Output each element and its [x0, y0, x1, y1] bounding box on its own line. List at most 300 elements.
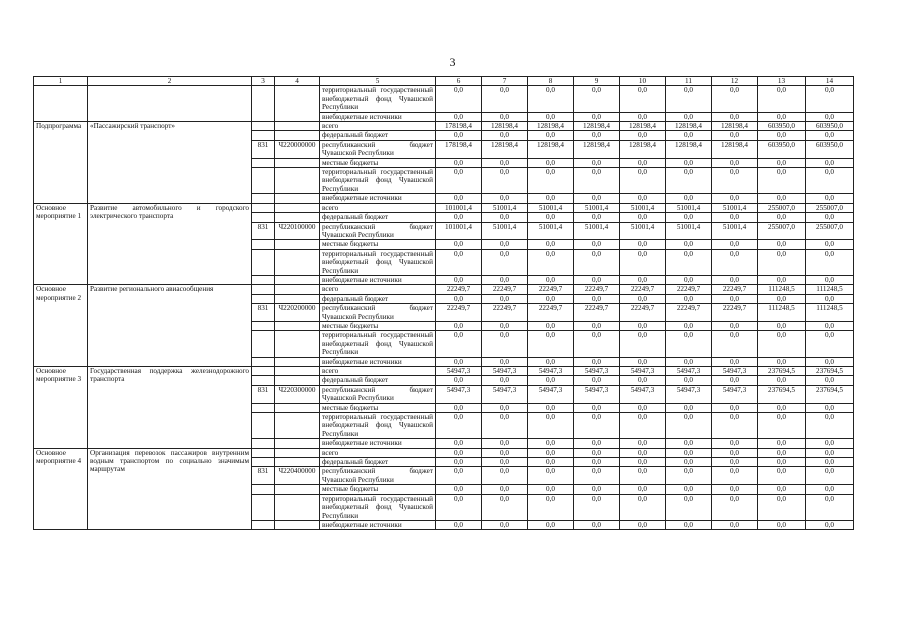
value-cell: 0,0 [758, 294, 806, 303]
value-cell: 178198,4 [436, 140, 482, 158]
csr-cell [275, 194, 320, 203]
value-cell: 51001,4 [482, 222, 528, 240]
funding-source: внебюджетные источники [320, 439, 436, 448]
value-cell: 0,0 [758, 376, 806, 385]
value-cell: 0,0 [482, 376, 528, 385]
value-cell: 0,0 [666, 439, 712, 448]
value-cell: 128198,4 [482, 140, 528, 158]
value-cell: 0,0 [620, 448, 666, 457]
value-cell: 0,0 [712, 294, 758, 303]
value-cell: 0,0 [712, 413, 758, 439]
value-cell: 0,0 [436, 494, 482, 520]
value-cell: 0,0 [574, 439, 620, 448]
grbs-cell [252, 294, 275, 303]
value-cell: 0,0 [482, 458, 528, 467]
funding-source: федеральный бюджет [320, 376, 436, 385]
value-cell: 0,0 [806, 321, 854, 330]
csr-cell [275, 240, 320, 249]
value-cell: 0,0 [666, 467, 712, 485]
value-cell: 0,0 [574, 458, 620, 467]
value-cell: 51001,4 [712, 203, 758, 212]
funding-source: территориальный государственный внебюджетный фонд Чувашской Республики [320, 249, 436, 275]
value-cell: 0,0 [758, 448, 806, 457]
value-cell: 0,0 [806, 194, 854, 203]
value-cell: 22249,7 [482, 285, 528, 294]
funding-source: территориальный государственный внебюджетный фонд Чувашской Республики [320, 168, 436, 194]
value-cell: 0,0 [806, 467, 854, 485]
block-name: Государственная поддержка железнодорожного транспорта [88, 367, 252, 449]
csr-cell [275, 122, 320, 131]
grbs-cell [252, 367, 275, 376]
value-cell: 22249,7 [666, 285, 712, 294]
value-cell: 0,0 [482, 494, 528, 520]
value-cell: 0,0 [436, 485, 482, 494]
funding-source: республиканский бюджет Чувашской Республики [320, 385, 436, 403]
value-cell: 0,0 [574, 213, 620, 222]
value-cell: 0,0 [528, 357, 574, 366]
value-cell: 54947,3 [482, 385, 528, 403]
value-cell: 0,0 [666, 275, 712, 284]
value-cell: 22249,7 [666, 304, 712, 322]
value-cell: 0,0 [620, 321, 666, 330]
funding-source: всего [320, 122, 436, 131]
block-label: Основное мероприятие 1 [34, 203, 88, 285]
value-cell: 0,0 [528, 112, 574, 121]
value-cell: 22249,7 [620, 304, 666, 322]
value-cell: 0,0 [574, 467, 620, 485]
value-cell: 0,0 [574, 240, 620, 249]
value-cell: 0,0 [806, 376, 854, 385]
grbs-cell [252, 357, 275, 366]
csr-cell: Ч220100000 [275, 222, 320, 240]
funding-source: местные бюджеты [320, 485, 436, 494]
value-cell: 0,0 [666, 448, 712, 457]
value-cell: 0,0 [574, 376, 620, 385]
value-cell: 0,0 [436, 520, 482, 529]
value-cell: 0,0 [666, 458, 712, 467]
value-cell: 22249,7 [436, 285, 482, 294]
value-cell: 54947,3 [574, 367, 620, 376]
table-row [34, 203, 854, 212]
value-cell: 0,0 [620, 331, 666, 357]
value-cell: 0,0 [806, 357, 854, 366]
value-cell: 0,0 [806, 249, 854, 275]
value-cell: 0,0 [712, 485, 758, 494]
value-cell: 0,0 [666, 240, 712, 249]
funding-source: внебюджетные источники [320, 275, 436, 284]
value-cell: 22249,7 [712, 285, 758, 294]
value-cell: 22249,7 [528, 285, 574, 294]
value-cell: 54947,3 [666, 385, 712, 403]
value-cell: 0,0 [758, 403, 806, 412]
value-cell: 0,0 [758, 520, 806, 529]
value-cell: 0,0 [806, 240, 854, 249]
column-header: 10 [620, 77, 666, 86]
value-cell: 0,0 [528, 249, 574, 275]
value-cell: 0,0 [528, 158, 574, 167]
value-cell: 0,0 [482, 485, 528, 494]
value-cell: 0,0 [574, 357, 620, 366]
block-label: Основное мероприятие 2 [34, 285, 88, 367]
value-cell: 0,0 [528, 494, 574, 520]
value-cell: 0,0 [574, 331, 620, 357]
value-cell: 0,0 [574, 86, 620, 112]
block-label: Основное мероприятие 4 [34, 448, 88, 530]
column-header: 5 [320, 77, 436, 86]
value-cell: 0,0 [806, 331, 854, 357]
value-cell: 0,0 [758, 213, 806, 222]
funding-source: всего [320, 367, 436, 376]
value-cell: 128198,4 [482, 122, 528, 131]
value-cell: 0,0 [436, 168, 482, 194]
value-cell: 0,0 [574, 321, 620, 330]
value-cell: 0,0 [528, 321, 574, 330]
table-row [34, 285, 854, 294]
csr-cell: Ч220200000 [275, 304, 320, 322]
value-cell: 0,0 [620, 249, 666, 275]
value-cell: 0,0 [758, 439, 806, 448]
csr-cell [275, 367, 320, 376]
funding-source: территориальный государственный внебюджетный фонд Чувашской Республики [320, 86, 436, 112]
funding-source: федеральный бюджет [320, 131, 436, 140]
funding-source: всего [320, 448, 436, 457]
value-cell: 255007,0 [806, 222, 854, 240]
value-cell: 54947,3 [666, 367, 712, 376]
value-cell: 0,0 [482, 294, 528, 303]
value-cell: 0,0 [712, 249, 758, 275]
value-cell: 0,0 [436, 240, 482, 249]
value-cell: 0,0 [482, 467, 528, 485]
value-cell: 51001,4 [712, 222, 758, 240]
value-cell: 0,0 [666, 294, 712, 303]
csr-cell [275, 285, 320, 294]
funding-source: внебюджетные источники [320, 112, 436, 121]
column-header: 11 [666, 77, 712, 86]
value-cell: 0,0 [528, 448, 574, 457]
value-cell: 0,0 [574, 403, 620, 412]
csr-cell [275, 357, 320, 366]
block-name: Организация перевозок пассажиров внутренним водным транспортом по социально значимым маршрутам [88, 448, 252, 530]
value-cell: 0,0 [806, 485, 854, 494]
csr-cell [275, 294, 320, 303]
value-cell: 0,0 [620, 294, 666, 303]
column-header: 3 [252, 77, 275, 86]
value-cell: 54947,3 [528, 385, 574, 403]
value-cell: 0,0 [620, 467, 666, 485]
value-cell: 0,0 [712, 448, 758, 457]
value-cell: 22249,7 [436, 304, 482, 322]
csr-cell [275, 321, 320, 330]
csr-cell [275, 168, 320, 194]
value-cell: 54947,3 [712, 367, 758, 376]
value-cell: 54947,3 [574, 385, 620, 403]
block-name [88, 86, 252, 122]
csr-cell [275, 485, 320, 494]
value-cell: 0,0 [758, 240, 806, 249]
value-cell: 51001,4 [574, 222, 620, 240]
value-cell: 0,0 [482, 275, 528, 284]
value-cell: 22249,7 [574, 304, 620, 322]
grbs-cell [252, 285, 275, 294]
value-cell: 22249,7 [528, 304, 574, 322]
csr-cell: Ч220300000 [275, 385, 320, 403]
value-cell: 51001,4 [666, 222, 712, 240]
funding-source: внебюджетные источники [320, 520, 436, 529]
value-cell: 0,0 [574, 194, 620, 203]
value-cell: 0,0 [712, 331, 758, 357]
value-cell: 51001,4 [620, 203, 666, 212]
value-cell: 0,0 [712, 86, 758, 112]
value-cell: 0,0 [758, 357, 806, 366]
value-cell: 0,0 [712, 321, 758, 330]
value-cell: 0,0 [574, 520, 620, 529]
value-cell: 0,0 [620, 240, 666, 249]
value-cell: 0,0 [436, 331, 482, 357]
value-cell: 0,0 [528, 520, 574, 529]
value-cell: 0,0 [758, 331, 806, 357]
column-header: 13 [758, 77, 806, 86]
value-cell: 0,0 [758, 485, 806, 494]
value-cell: 51001,4 [528, 222, 574, 240]
value-cell: 0,0 [806, 294, 854, 303]
value-cell: 0,0 [436, 376, 482, 385]
value-cell: 0,0 [528, 467, 574, 485]
value-cell: 255007,0 [758, 203, 806, 212]
value-cell: 0,0 [666, 485, 712, 494]
value-cell: 0,0 [758, 168, 806, 194]
table-row [34, 86, 854, 112]
value-cell: 0,0 [482, 249, 528, 275]
value-cell: 0,0 [436, 357, 482, 366]
value-cell: 0,0 [482, 213, 528, 222]
value-cell: 101001,4 [436, 222, 482, 240]
table-row [34, 367, 854, 376]
block-name: Развитие автомобильного и городского электрического транспорта [88, 203, 252, 285]
value-cell: 0,0 [758, 467, 806, 485]
value-cell: 0,0 [712, 131, 758, 140]
funding-source: территориальный государственный внебюджетный фонд Чувашской Республики [320, 331, 436, 357]
value-cell: 0,0 [528, 294, 574, 303]
value-cell: 51001,4 [528, 203, 574, 212]
value-cell: 0,0 [712, 357, 758, 366]
value-cell: 0,0 [574, 158, 620, 167]
block-label: Основное мероприятие 3 [34, 367, 88, 449]
value-cell: 0,0 [758, 112, 806, 121]
value-cell: 0,0 [574, 413, 620, 439]
value-cell: 0,0 [436, 249, 482, 275]
value-cell: 0,0 [574, 249, 620, 275]
value-cell: 22249,7 [574, 285, 620, 294]
grbs-cell [252, 485, 275, 494]
value-cell: 0,0 [712, 213, 758, 222]
value-cell: 0,0 [620, 131, 666, 140]
value-cell: 0,0 [528, 331, 574, 357]
value-cell: 603950,0 [758, 140, 806, 158]
value-cell: 0,0 [758, 158, 806, 167]
value-cell: 0,0 [806, 458, 854, 467]
value-cell: 0,0 [620, 168, 666, 194]
csr-cell: Ч220000000 [275, 140, 320, 158]
block-name: Развитие регионального авиасообщения [88, 285, 252, 367]
value-cell: 0,0 [806, 439, 854, 448]
value-cell: 54947,3 [528, 367, 574, 376]
value-cell: 0,0 [436, 467, 482, 485]
value-cell: 0,0 [666, 494, 712, 520]
value-cell: 0,0 [620, 158, 666, 167]
value-cell: 0,0 [758, 413, 806, 439]
value-cell: 0,0 [574, 294, 620, 303]
funding-source: республиканский бюджет Чувашской Республики [320, 304, 436, 322]
value-cell: 0,0 [712, 520, 758, 529]
value-cell: 0,0 [666, 86, 712, 112]
value-cell: 128198,4 [574, 140, 620, 158]
value-cell: 0,0 [712, 194, 758, 203]
value-cell: 0,0 [436, 275, 482, 284]
grbs-cell [252, 275, 275, 284]
value-cell: 0,0 [620, 376, 666, 385]
value-cell: 0,0 [666, 249, 712, 275]
block-label [34, 86, 88, 122]
value-cell: 0,0 [620, 213, 666, 222]
funding-source: республиканский бюджет Чувашской Республики [320, 140, 436, 158]
value-cell: 0,0 [528, 240, 574, 249]
grbs-cell: 831 [252, 385, 275, 403]
value-cell: 0,0 [712, 158, 758, 167]
grbs-cell [252, 203, 275, 212]
grbs-cell [252, 376, 275, 385]
value-cell: 0,0 [666, 131, 712, 140]
page-number: 3 [449, 55, 456, 69]
funding-source: внебюджетные источники [320, 194, 436, 203]
value-cell: 0,0 [574, 112, 620, 121]
value-cell: 0,0 [620, 86, 666, 112]
grbs-cell [252, 122, 275, 131]
csr-cell [275, 275, 320, 284]
value-cell: 0,0 [482, 321, 528, 330]
value-cell: 0,0 [574, 275, 620, 284]
value-cell: 0,0 [620, 357, 666, 366]
value-cell: 603950,0 [806, 122, 854, 131]
value-cell: 101001,4 [436, 203, 482, 212]
value-cell: 128198,4 [620, 140, 666, 158]
funding-source: всего [320, 285, 436, 294]
block-name: «Пассажирский транспорт» [88, 122, 252, 204]
value-cell: 0,0 [712, 112, 758, 121]
value-cell: 0,0 [482, 86, 528, 112]
column-header: 14 [806, 77, 854, 86]
grbs-cell [252, 413, 275, 439]
value-cell: 0,0 [806, 403, 854, 412]
grbs-cell [252, 494, 275, 520]
value-cell: 0,0 [436, 158, 482, 167]
grbs-cell [252, 439, 275, 448]
grbs-cell [252, 520, 275, 529]
column-header: 6 [436, 77, 482, 86]
value-cell: 0,0 [806, 413, 854, 439]
csr-cell [275, 86, 320, 122]
value-cell: 0,0 [712, 403, 758, 412]
value-cell: 0,0 [482, 403, 528, 412]
value-cell: 0,0 [806, 275, 854, 284]
value-cell: 0,0 [666, 213, 712, 222]
value-cell: 0,0 [620, 458, 666, 467]
value-cell: 128198,4 [528, 122, 574, 131]
column-header: 9 [574, 77, 620, 86]
value-cell: 22249,7 [620, 285, 666, 294]
value-cell: 0,0 [758, 86, 806, 112]
value-cell: 0,0 [528, 439, 574, 448]
grbs-cell [252, 158, 275, 167]
value-cell: 0,0 [758, 275, 806, 284]
value-cell: 0,0 [806, 448, 854, 457]
value-cell: 0,0 [666, 321, 712, 330]
grbs-cell: 831 [252, 140, 275, 158]
value-cell: 128198,4 [620, 122, 666, 131]
value-cell: 0,0 [482, 331, 528, 357]
csr-cell [275, 249, 320, 275]
csr-cell [275, 403, 320, 412]
funding-source: местные бюджеты [320, 403, 436, 412]
value-cell: 22249,7 [712, 304, 758, 322]
value-cell: 0,0 [436, 194, 482, 203]
csr-cell [275, 413, 320, 439]
value-cell: 0,0 [482, 520, 528, 529]
value-cell: 0,0 [758, 458, 806, 467]
value-cell: 128198,4 [666, 140, 712, 158]
value-cell: 0,0 [758, 494, 806, 520]
column-header: 7 [482, 77, 528, 86]
grbs-cell [252, 168, 275, 194]
value-cell: 0,0 [436, 439, 482, 448]
value-cell: 0,0 [620, 275, 666, 284]
value-cell: 22249,7 [482, 304, 528, 322]
value-cell: 111248,5 [758, 304, 806, 322]
value-cell: 0,0 [482, 439, 528, 448]
value-cell: 54947,3 [436, 367, 482, 376]
value-cell: 0,0 [436, 213, 482, 222]
value-cell: 54947,3 [712, 385, 758, 403]
value-cell: 128198,4 [712, 122, 758, 131]
grbs-cell: 831 [252, 304, 275, 322]
value-cell: 0,0 [666, 331, 712, 357]
value-cell: 0,0 [482, 168, 528, 194]
value-cell: 0,0 [436, 321, 482, 330]
column-header: 12 [712, 77, 758, 86]
table-row [34, 122, 854, 131]
value-cell: 0,0 [574, 131, 620, 140]
value-cell: 0,0 [528, 403, 574, 412]
value-cell: 0,0 [806, 158, 854, 167]
csr-cell [275, 448, 320, 457]
value-cell: 0,0 [620, 520, 666, 529]
value-cell: 0,0 [758, 249, 806, 275]
value-cell: 0,0 [806, 520, 854, 529]
value-cell: 128198,4 [574, 122, 620, 131]
value-cell: 0,0 [666, 168, 712, 194]
value-cell: 0,0 [712, 240, 758, 249]
value-cell: 0,0 [436, 413, 482, 439]
csr-cell [275, 494, 320, 520]
value-cell: 0,0 [620, 403, 666, 412]
funding-source: местные бюджеты [320, 321, 436, 330]
funding-source: территориальный государственный внебюджетный фонд Чувашской Республики [320, 413, 436, 439]
value-cell: 128198,4 [528, 140, 574, 158]
value-cell: 0,0 [620, 194, 666, 203]
value-cell: 0,0 [436, 458, 482, 467]
grbs-cell [252, 403, 275, 412]
value-cell: 0,0 [620, 494, 666, 520]
value-cell: 0,0 [620, 112, 666, 121]
